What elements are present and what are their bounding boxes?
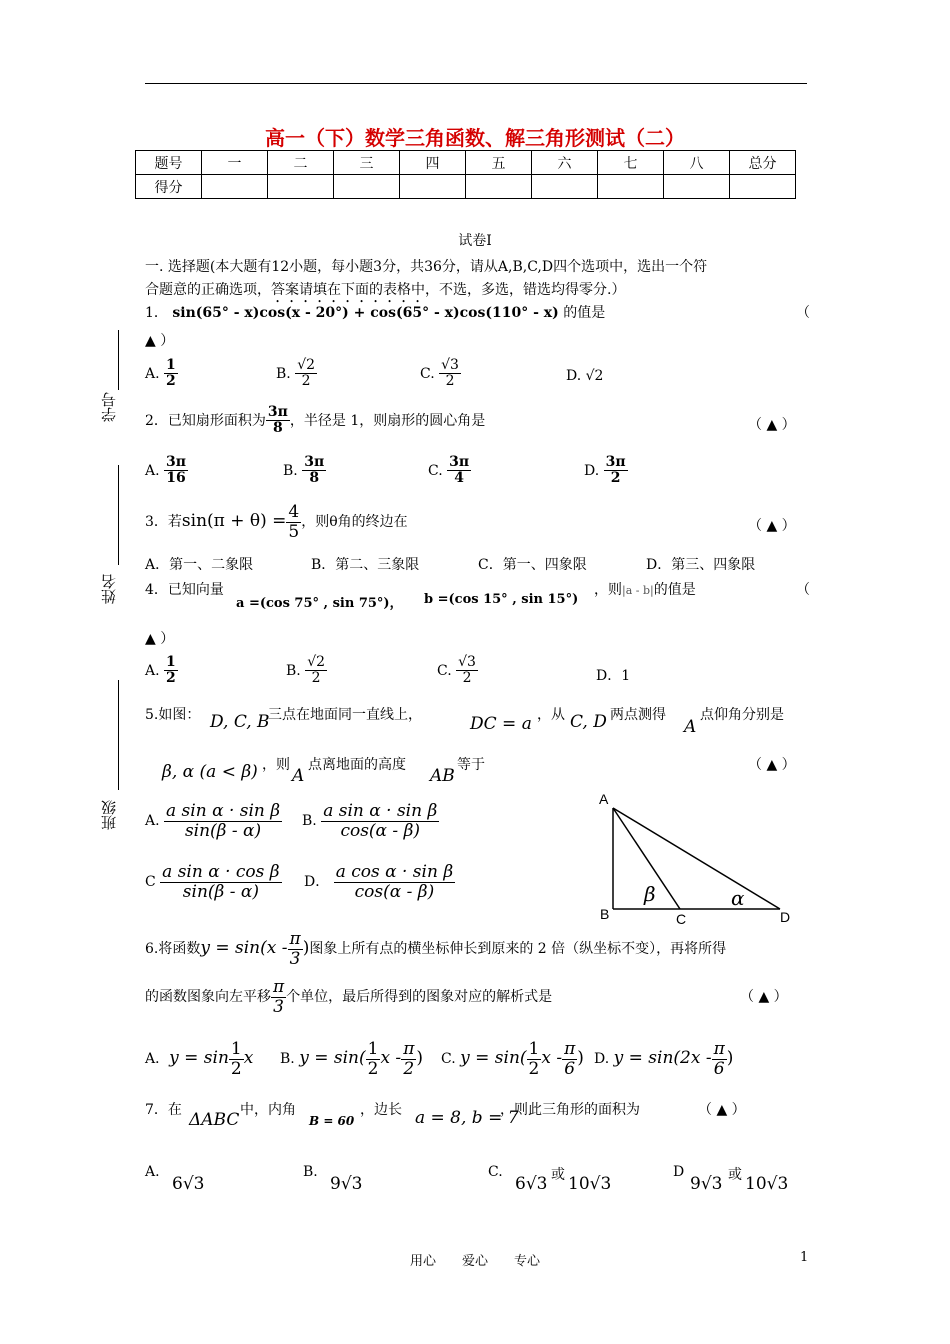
q-text: 的值是 (563, 305, 606, 321)
q-text: ，则 (594, 582, 622, 598)
opt-label: D. (566, 368, 582, 384)
num: 1 (367, 1039, 379, 1059)
answer-mark: ▲ ） (145, 333, 175, 349)
opt-expr: x - (380, 1048, 402, 1069)
label-b: B (600, 906, 610, 922)
cell: 八 (664, 151, 730, 175)
side-line (118, 465, 119, 565)
opt-expr: x (243, 1048, 254, 1069)
q5-expr: A (684, 717, 697, 737)
score-header-row (136, 151, 796, 175)
den: 8 (309, 470, 320, 487)
score-cell[interactable] (334, 175, 400, 199)
q6-option-a[interactable] (145, 1040, 253, 1078)
q-expr: ) (302, 938, 310, 959)
den: 2 (445, 373, 455, 390)
q5-option-b[interactable] (302, 802, 439, 840)
question-6-line2 (145, 978, 552, 1016)
q6-option-d[interactable] (594, 1040, 733, 1078)
opt-label: D. (584, 462, 600, 479)
den: sin(β - α) (182, 881, 260, 902)
score-cell[interactable] (730, 175, 796, 199)
cell: 五 (466, 151, 532, 175)
side-label-xuehao: 学号 (100, 392, 118, 422)
q7-text: 中，内角 (240, 1102, 296, 1118)
side-line (118, 330, 119, 390)
q7-option-c-label[interactable]: C. (488, 1164, 503, 1180)
vector-b (424, 592, 578, 607)
q7-option-d-or: 或 (728, 1167, 742, 1183)
cell: 三 (334, 151, 400, 175)
den: 2 (610, 470, 621, 487)
q5-expr: DC = a (470, 714, 532, 734)
q-expr: sin(65° - x)cos(x - 20°) + cos(65° - x)cos(110° - x) (172, 305, 559, 321)
cell: 四 (400, 151, 466, 175)
q3-option-b[interactable]: B．第二、三象限 (311, 557, 420, 573)
num: 1 (528, 1039, 540, 1059)
opt-label: A． (145, 1051, 170, 1068)
q-text: 图象上所有点的横坐标伸长到原来的 2 倍（纵坐标不变），再将所得 (309, 941, 727, 958)
q5-text: 等于 (457, 757, 485, 773)
num: √2 (307, 654, 326, 670)
score-cell[interactable] (268, 175, 334, 199)
q-expr: sin(π + θ) = (181, 511, 287, 532)
triangle-figure (590, 788, 800, 928)
answer-mark: （ ▲ ） (740, 989, 788, 1005)
den: 2 (528, 1058, 540, 1079)
score-cell[interactable] (466, 175, 532, 199)
side-label-xingming: 姓名 (100, 574, 118, 604)
num: 3π (166, 454, 187, 470)
q5-text: 点离地面的高度 (308, 757, 406, 773)
q5-text: ，从 (537, 707, 565, 723)
num: π (403, 1039, 415, 1059)
q-text: 4．已知向量 (145, 582, 224, 598)
cell: 一 (202, 151, 268, 175)
opt-value: √2 (585, 368, 604, 384)
sep: ， (389, 596, 403, 611)
q4-option-d[interactable]: D．1 (596, 668, 631, 684)
q5-option-a[interactable] (145, 802, 282, 840)
num: a sin α · cos β (162, 862, 280, 882)
label-d: D (780, 909, 791, 925)
emphasis-text: 答案请填在下面的表格中 (271, 282, 425, 298)
num: a sin α · sin β (323, 801, 438, 821)
side-line (118, 680, 119, 790)
q-text: 个单位，最后所得到的图象对应的解析式是 (286, 989, 553, 1006)
q-text: 的函数图象向左平移 (145, 989, 271, 1006)
den: 8 (273, 420, 283, 437)
q-expr: |a - b| (622, 584, 654, 597)
num: π (713, 1039, 725, 1059)
label-c: C (676, 911, 687, 927)
den: 2 (403, 1058, 415, 1079)
opt-expr: ) (726, 1048, 734, 1069)
q7-option-d-label[interactable]: D (673, 1164, 685, 1180)
segment-ad (613, 808, 780, 909)
label-a: A (599, 791, 609, 807)
num: 3π (267, 404, 288, 420)
opt-label: A. (145, 462, 160, 479)
cell: 七 (598, 151, 664, 175)
q-expr: y = sin(x - (200, 938, 288, 959)
q5-option-d[interactable] (304, 863, 455, 901)
q7-expr: ΔABC (189, 1110, 240, 1130)
cell: 题号 (136, 151, 202, 175)
opt-label: D. (594, 1051, 610, 1068)
opt-label: A. (145, 813, 160, 830)
den: 2 (462, 670, 472, 687)
answer-mark: （ (796, 305, 810, 321)
score-value-row (136, 175, 796, 199)
section-title: 试卷Ⅰ (458, 233, 492, 249)
opt-expr: y = sin (169, 1048, 229, 1069)
opt-label: B. (280, 1051, 295, 1068)
q7-option-c-value: 10√3 (568, 1174, 612, 1194)
q4-option-b[interactable] (286, 655, 327, 687)
q7-option-c-value: 6√3 (515, 1174, 548, 1194)
vector-a (236, 592, 403, 611)
den: 6 (713, 1058, 725, 1079)
opt-expr: y = sin( (460, 1048, 527, 1069)
den: cos(α - β) (354, 881, 435, 902)
den: 2 (166, 670, 176, 687)
q5-expr: AB (430, 766, 455, 786)
score-cell[interactable] (664, 175, 730, 199)
question-4 (145, 579, 224, 599)
q3-option-d[interactable]: D．第三、四象限 (646, 557, 756, 573)
opt-label: C. (420, 365, 435, 382)
answer-mark: （ (796, 582, 810, 598)
num: √3 (441, 357, 459, 373)
den: 2 (311, 670, 321, 687)
expr: a =(cos 75° , sin 75°) (236, 596, 390, 611)
question-2 (145, 405, 485, 437)
q6-option-b[interactable] (280, 1040, 423, 1078)
opt-label: C. (441, 1051, 456, 1068)
q3-option-a[interactable]: A．第一、二象限 (145, 557, 254, 573)
den: 2 (367, 1058, 379, 1079)
header-rule (145, 83, 807, 84)
answer-mark: （ ▲ ） (748, 757, 796, 773)
text: 合题意的正确选项， (145, 282, 271, 298)
q-text: 3．若 (145, 514, 182, 531)
opt-expr: x - (541, 1048, 563, 1069)
q7-option-a-label[interactable]: A. (145, 1164, 160, 1180)
q1-option-a[interactable] (145, 358, 178, 390)
num: 3π (304, 454, 325, 470)
q-text: 2．已知扇形面积为 (145, 412, 266, 429)
page-number: 1 (800, 1250, 809, 1265)
q-text: ，半径是 1，则扇形的圆心角是 (289, 412, 486, 429)
opt-label: C. (428, 462, 443, 479)
q4-option-c[interactable] (437, 655, 478, 687)
opt-label: B. (283, 462, 298, 479)
score-table (135, 150, 796, 199)
q7-text: ，则此三角形的面积为 (500, 1102, 640, 1118)
score-cell[interactable] (202, 175, 268, 199)
q5-expr: β, α (a < β) (162, 762, 258, 782)
q2-option-c[interactable] (428, 455, 471, 487)
score-cell[interactable] (400, 175, 466, 199)
question-1 (145, 302, 605, 322)
den: 2 (166, 373, 176, 390)
opt-label: C. (437, 662, 452, 679)
q5-text: 5.如图： (145, 707, 201, 723)
cell: 总分 (730, 151, 796, 175)
den: 4 (454, 470, 464, 487)
question-3 (145, 503, 408, 541)
score-cell[interactable] (532, 175, 598, 199)
q1-option-c[interactable] (420, 358, 461, 390)
den: 3 (289, 948, 301, 969)
q5-text: 点仰角分别是 (700, 707, 784, 723)
q-num: 1． (145, 305, 168, 321)
side-label-banji: 班级 (100, 800, 118, 830)
opt-label: A. (145, 365, 160, 382)
num: 4 (288, 502, 300, 522)
den: 3 (273, 996, 284, 1017)
cell: 六 (532, 151, 598, 175)
q7-option-b-value: 9√3 (330, 1174, 363, 1194)
q4-tail (594, 579, 696, 599)
answer-mark: （ ▲ ） (698, 1102, 746, 1118)
instructions-line1: 一. 选择题(本大题有12小题，每小题3分，共36分，请从A,B,C,D四个选项中，选出一个符 (145, 259, 708, 275)
opt-label: A. (145, 662, 160, 679)
den: 2 (301, 373, 311, 390)
answer-mark: ▲ ） (145, 631, 175, 647)
num: π (289, 929, 301, 949)
opt-expr: y = sin(2x - (613, 1048, 712, 1069)
opt-label: D． (304, 874, 330, 891)
opt-expr: ) (577, 1048, 584, 1069)
num: 1 (230, 1039, 242, 1059)
q-text: 6.将函数 (145, 941, 201, 958)
question-6 (145, 930, 726, 968)
q3-option-c[interactable]: C．第一、四象限 (478, 557, 587, 573)
q1-option-b[interactable] (276, 358, 317, 390)
q7-option-d-value: 10√3 (745, 1174, 789, 1194)
q5-expr: D, C, B (210, 712, 270, 732)
q2-option-b[interactable] (283, 455, 326, 487)
q2-option-d[interactable] (584, 455, 628, 487)
q5-option-c[interactable] (145, 863, 282, 901)
q7-expr: B = 60 (309, 1114, 355, 1128)
answer-mark: （ ▲ ） (748, 518, 796, 534)
q5-expr: A (292, 766, 305, 786)
expr: b =(cos 15° , sin 15°) (424, 592, 579, 607)
opt-expr: y = sin( (299, 1048, 366, 1069)
num: a cos α · sin β (335, 862, 454, 882)
num: √3 (458, 654, 476, 670)
opt-label: B. (286, 662, 301, 679)
opt-label: B. (276, 365, 291, 382)
q1-option-d[interactable] (566, 368, 603, 384)
page-title: 高一（下）数学三角函数、解三角形测试（二） (265, 126, 685, 150)
den: 5 (288, 521, 300, 542)
label-beta: β (644, 882, 656, 906)
text: ，不选，多选，错选均得零分.） (425, 282, 626, 298)
score-cell[interactable] (598, 175, 664, 199)
q2-option-a[interactable] (145, 455, 188, 487)
q6-option-c[interactable] (441, 1040, 584, 1078)
answer-mark: （ ▲ ） (748, 417, 796, 433)
q5-expr: C, D (570, 712, 607, 732)
den: cos(α - β) (340, 820, 421, 841)
q7-text: ，边长 (360, 1102, 402, 1118)
cell: 得分 (136, 175, 202, 199)
q-text: 的值是 (653, 582, 696, 598)
q5-text: ，则 (262, 757, 290, 773)
den: 6 (564, 1058, 576, 1079)
num: 3π (605, 454, 626, 470)
den: 2 (230, 1058, 242, 1079)
opt-label: C (145, 874, 156, 891)
q7-text: 7．在 (145, 1102, 182, 1118)
footer-text: 用心 爱心 专心 (409, 1254, 540, 1269)
label-alpha: α (731, 886, 745, 910)
q-text: ，则θ角的终边在 (301, 514, 408, 531)
num: √2 (297, 357, 316, 373)
num: 1 (166, 654, 176, 670)
q7-option-c-or: 或 (551, 1167, 565, 1183)
q7-option-b-label[interactable]: B. (303, 1164, 318, 1180)
q5-text: 三点在地面同一直线上， (268, 707, 422, 723)
q4-option-a[interactable] (145, 655, 178, 687)
num: a sin α · sin β (166, 801, 281, 821)
q5-text: 两点测得 (610, 707, 666, 723)
q7-option-a-value: 6√3 (172, 1174, 205, 1194)
opt-expr: ) (416, 1048, 424, 1069)
cell: 二 (268, 151, 334, 175)
q7-expr: a = 8, b = 7 (415, 1108, 519, 1128)
q7-option-d-value: 9√3 (690, 1174, 723, 1194)
num: 1 (166, 357, 176, 373)
den: 16 (166, 470, 186, 487)
opt-label: B. (302, 813, 317, 830)
den: sin(β - α) (184, 820, 262, 841)
num: π (564, 1039, 576, 1059)
num: 3π (449, 454, 470, 470)
num: π (273, 977, 285, 997)
